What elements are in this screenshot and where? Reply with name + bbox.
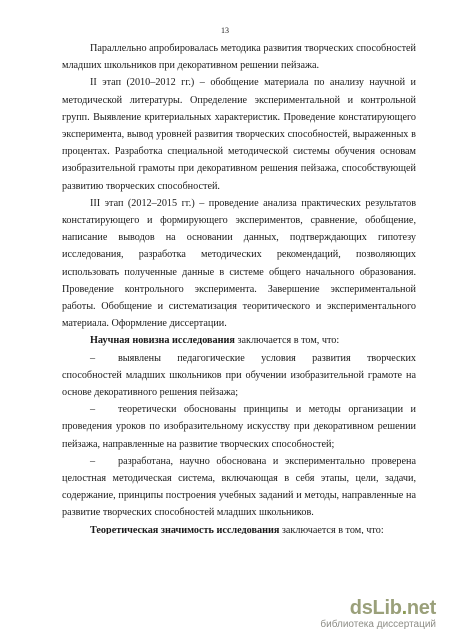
novelty-item-2 [62,401,416,453]
novelty-item-1 [62,350,416,402]
dslib-watermark [312,597,436,631]
logo-dot: . [401,597,407,619]
theory-heading [62,522,416,534]
dash-marker: – [90,404,96,416]
novelty-item-3-text: разработана, научно обоснована и экспериментально проверена целостная методическая система, включающая в себя этапы, цели, задачи, содержание, принципы построения учебных заданий и методы, направленные на развитие творческих способностей младших школьников. [62,455,416,519]
page-number: 13 [221,26,229,35]
theory-label: Теоретическая значимость исследования [90,524,280,534]
paragraph-stage-3: III этап (2012–2015 гг.) – проведение анализа практических результатов констатирующего и формирующего экспериментов, сравнение, обобщение, написание выводов на основании данных, подтверждающих гипотезу исследования, разработка методических рекомендаций, позволяющих использовать полученные данные в системе общего начального образования. Проведение контрольного эксперимента. Завершение экспериментальной работы. Обобщение и систематизация теоритического и экспериментального материала. Оформление диссертации. [62,197,416,330]
dslib-subtitle: библиотека диссертаций [320,619,436,630]
novelty-label: Научная новизна исследования [90,335,235,347]
theory-text: заключается в том, что: [279,524,384,534]
logo-tld-text: net [406,597,436,619]
novelty-item-2-text: теоретически обоснованы принципы и методы организации и проведения уроков по изобразительному искусству при декоративном решении пейзажа, направленные на развитие творческих способностей; [62,404,416,450]
novelty-text: заключается в том, что: [234,335,340,347]
paragraph-stage-2: II этап (2010–2012 гг.) – обобщение материала по анализу научной и методической литературы. Определение экспериментальной и контрольной групп. Выявление критериальных характеристик. Проведение констатирующего эксперимента, вывод уровней развития творческих способностей, выраженных в процентах. Разработка специальной методической системы обучения основам изобразительной грамоты при декоративном решения пейзажа, способствующей развитию творческих способностей. [62,77,416,192]
dslib-logo [312,597,436,619]
paragraph-intro: Параллельно апробировалась методика развития творческих способностей младших школьников при декоративном решении пейзажа. [62,43,416,72]
dash-marker: – [90,352,96,364]
novelty-item-3 [62,453,416,522]
novelty-item-1-text: выявлены педагогические условия развития творческих способностей младших школьников при обучении изобразительной грамоте на основе декоративного решения пейзажа; [62,352,416,399]
dash-marker: – [90,455,96,467]
novelty-heading [62,332,416,349]
logo-main-text: dsLib [349,597,402,619]
document-body [62,40,416,534]
